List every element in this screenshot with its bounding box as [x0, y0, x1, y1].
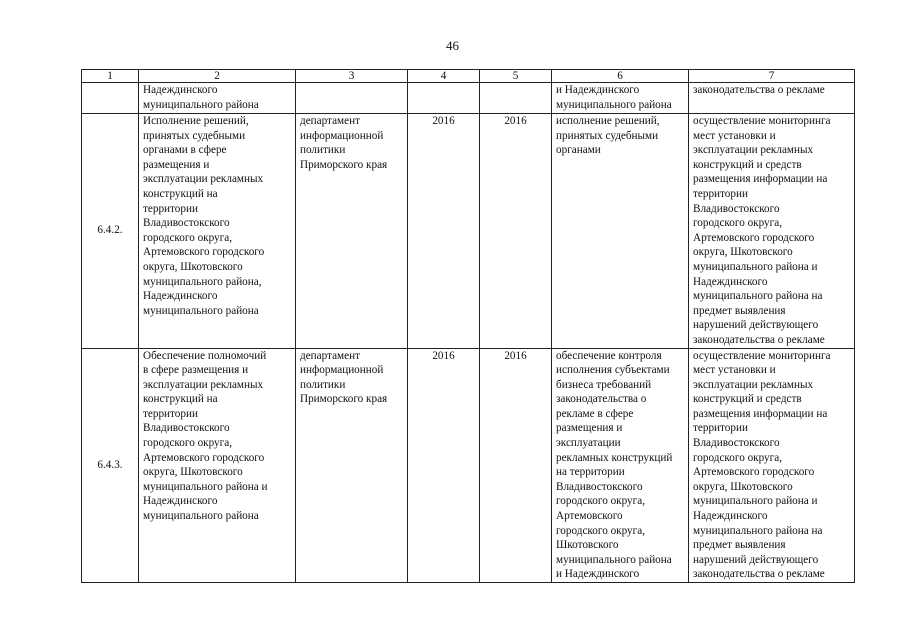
executor: департамент информационной политики Приморского края	[296, 348, 408, 583]
indicator: осуществление мониторинга мест установки и эксплуатации рекламных конструкций и средств размещения информации на территории Владивостокского городского округа, Артемовского городского округа, Шкотовского муниципального района и Надеждинского муниципального района на предмет выявления нарушений действующего законодательства о рекламе	[689, 348, 855, 583]
end-year: 2016	[480, 348, 552, 583]
end-year	[480, 83, 552, 114]
column-header: 4	[408, 70, 480, 83]
expected-result: и Надеждинского муниципального района	[552, 83, 689, 114]
indicator: законодательства о рекламе	[689, 83, 855, 114]
table-row	[82, 114, 855, 349]
column-header: 7	[689, 70, 855, 83]
indicator: осуществление мониторинга мест установки и эксплуатации рекламных конструкций и средств размещения информации на территории Владивостокского городского округа, Артемовского городского округа, Шкотовского муниципального района и Надеждинского муниципального района на предмет выявления нарушений действующего законодательства о рекламе	[689, 114, 855, 349]
item-number: 6.4.3.	[82, 348, 139, 583]
executor: департамент информационной политики Приморского края	[296, 114, 408, 349]
item-number: 6.4.2.	[82, 114, 139, 349]
activity-name: Обеспечение полномочий в сфере размещения и эксплуатации рекламных конструкций на территории Владивостокского городского округа, Артемовского городского округа, Шкотовского муниципального района и Надеждинского муниципального района	[139, 348, 296, 583]
activity-name: Исполнение решений, принятых судебными органами в сфере размещения и эксплуатации рекламных конструкций на территории Владивостокского городского округа, Артемовского городского округа, Шкотовского муниципального района, Надеждинского муниципального района	[139, 114, 296, 349]
start-year	[408, 83, 480, 114]
start-year: 2016	[408, 114, 480, 349]
activity-name: Надеждинского муниципального района	[139, 83, 296, 114]
column-header: 1	[82, 70, 139, 83]
page-number: 46	[446, 38, 459, 53]
column-header: 5	[480, 70, 552, 83]
column-number-row	[82, 70, 855, 83]
column-header: 2	[139, 70, 296, 83]
column-header: 3	[296, 70, 408, 83]
table-row	[82, 348, 855, 583]
activity-plan-table	[81, 69, 855, 583]
column-header: 6	[552, 70, 689, 83]
expected-result: обеспечение контроля исполнения субъектами бизнеса требований законодательства о рекламе в сфере размещения и эксплуатации рекламных конструкций на территории Владивостокского городского округа, Артемовского городского округа, Шкотовского муниципального района и Надеждинского	[552, 348, 689, 583]
item-number	[82, 83, 139, 114]
start-year: 2016	[408, 348, 480, 583]
expected-result: исполнение решений, принятых судебными органами	[552, 114, 689, 349]
end-year: 2016	[480, 114, 552, 349]
table-row	[82, 83, 855, 114]
executor	[296, 83, 408, 114]
